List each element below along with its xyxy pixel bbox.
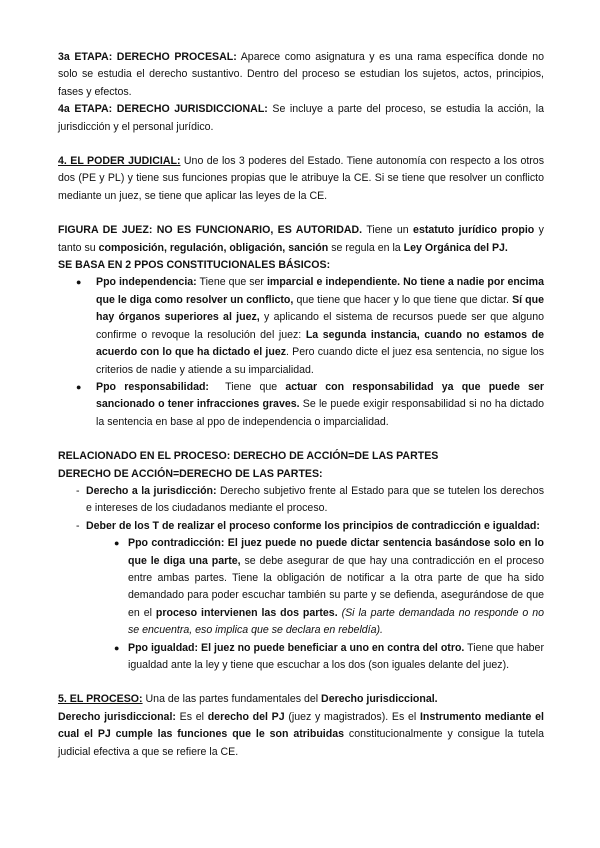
accion-heading-1 xyxy=(58,448,544,465)
dash-item-deber xyxy=(58,518,544,535)
proceso-text: (juez y magistrados). Es el xyxy=(288,710,417,723)
bullet-text: Tiene que ser xyxy=(199,276,264,289)
bullet-bold: actuar con responsabilidad ya que puede ser sancionado o tener infracciones graves. xyxy=(96,380,545,411)
bullet-text: . Pero cuando dicte el juez esa sentencia, no sigue los criterios de nadie y atiende a su imparcialidad. xyxy=(96,346,544,376)
ppos-subheading: SE BASA EN 2 PPOS CONSTITUCIONALES BÁSICOS: xyxy=(58,259,331,272)
bullet-text: Se le puede exigir responsabilidad si no ha dictado la sentencia en base al ppo de independencia o imparcialidad. xyxy=(96,398,544,428)
figura-juez-bold: estatuto jurídico propio xyxy=(413,224,535,237)
bullet-dot-icon: ● xyxy=(76,381,82,392)
proceso-text: Es el xyxy=(179,710,204,723)
bullet-dot-icon: ● xyxy=(76,277,82,288)
bullet-bold: Sí que hay órganos superiores al juez, xyxy=(96,293,544,324)
figura-juez-bold: Ley Orgánica del PJ. xyxy=(403,241,508,254)
proceso-bold: derecho del PJ xyxy=(207,710,285,723)
figura-juez-text: Tiene un xyxy=(366,224,409,237)
proceso-bold: Derecho jurisdiccional. xyxy=(321,693,438,706)
bullet-text: Tiene que xyxy=(225,380,278,393)
paragraph-derecho-jurisdiccional xyxy=(58,709,544,761)
bullet-italic: (Si la parte demandada no responde o no se encuentra, eso implica que se declara en rebeldía). xyxy=(128,606,544,637)
dash-item-jurisdiccion xyxy=(58,483,544,518)
figura-juez-text: se regula en la xyxy=(331,241,401,254)
bullet-ppo-igualdad xyxy=(58,640,544,675)
proceso-bold: Instrumento mediante el cual el PJ cumple las funciones que le son atribuidas xyxy=(58,710,544,741)
ppo-responsabilidad-label: Ppo responsabilidad: xyxy=(96,380,209,393)
bullet-bold: El juez puede no puede dictar sentencia basándose solo en lo que le diga una parte, xyxy=(128,537,544,567)
bullet-ppo-responsabilidad xyxy=(58,379,544,431)
derecho-jurisdiccional-label: Derecho jurisdiccional: xyxy=(58,710,176,723)
proceso-text: Una de las partes fundamentales del xyxy=(145,693,319,706)
etapa-4-text: Se incluye a parte del proceso, se estudia la acción, la jurisdicción y el personal jurídico. xyxy=(58,103,544,133)
subheading-ppos xyxy=(58,257,544,274)
bullet-ppo-independencia xyxy=(58,274,544,378)
bullet-bold: El juez no puede beneficiar a uno en contra del otro. xyxy=(201,641,465,654)
figura-juez-text: y tanto su xyxy=(58,224,544,254)
bullet-text: que tiene que hacer y lo que tiene que dictar. xyxy=(296,293,509,306)
paragraph-figura-juez xyxy=(58,222,544,257)
bullet-ppo-contradiccion xyxy=(58,535,544,639)
ppo-contradiccion-label: Ppo contradicción: xyxy=(128,537,225,550)
ppo-independencia-label: Ppo independencia: xyxy=(96,276,197,289)
accion-heading-1-text: RELACIONADO EN EL PROCESO: DERECHO DE ACCIÓN=DE LAS PARTES xyxy=(58,450,439,463)
bullet-dot-icon: ● xyxy=(114,642,120,653)
document-body xyxy=(58,49,544,761)
bullet-text: Tiene que haber igualdad ante la ley y tiene que escuchar a los dos (son iguales delante del juez). xyxy=(128,641,544,671)
figura-juez-bold: composición, regulación, obligación, sanción xyxy=(98,241,329,254)
bullet-bold: imparcial e independiente. xyxy=(266,276,401,289)
paragraph-etapa-4 xyxy=(58,101,544,136)
deber-text: Deber de los T de realizar el proceso conforme los principios de contradicción e igualdad: xyxy=(86,519,540,532)
etapa-4-heading: 4a ETAPA: DERECHO JURISDICCIONAL: xyxy=(58,103,268,116)
etapa-3-heading: 3a ETAPA: DERECHO PROCESAL: xyxy=(58,51,237,63)
jurisdiccion-label: Derecho a la jurisdicción: xyxy=(86,484,217,497)
paragraph-proceso xyxy=(58,691,544,708)
accion-heading-2-text: DERECHO DE ACCIÓN=DERECHO DE LAS PARTES: xyxy=(58,467,323,480)
ppo-igualdad-label: Ppo igualdad: xyxy=(128,641,199,654)
accion-heading-2 xyxy=(58,466,544,483)
dash-icon: - xyxy=(76,519,80,532)
bullet-bold: proceso intervienen las dos partes. xyxy=(155,606,338,619)
poder-judicial-text: Uno de los 3 poderes del Estado. Tiene autonomía con respecto a los otros dos (PE y PL) y tiene sus funciones propias que le atribuye la CE. Si se tiene que resolver un conflicto mediante un juez, se tiene que aplicar las leyes de la CE. xyxy=(58,155,544,202)
bullet-text: se debe asegurar de que hay una contradicción en el proceso entre ambas partes. Tiene la obligación de notificar a la otra parte de que ha sido demandado para poder escuchar también su parte y se defienda, asegurándose de que en el xyxy=(128,554,544,619)
etapa-3-text: Aparece como asignatura y es una rama específica donde no solo se estudia el derecho sustantivo. Dentro del proceso se estudian los sujetos, actos, principios, fases y efectos. xyxy=(58,51,544,98)
jurisdiccion-text: Derecho subjetivo frente al Estado para que se tutelen los derechos e intereses de los ciudadanos mediante el proceso. xyxy=(86,484,544,515)
bullet-bold: No tiene a nadie por encima que le diga como resolver un conflicto, xyxy=(96,276,544,306)
bullet-text: y aplicando el sistema de recursos puede ser que alguno confirme o revoque la resolución del juez: xyxy=(96,311,544,341)
bullet-bold: La segunda instancia, cuando no estamos de acuerdo con lo que ha dictado el juez xyxy=(96,328,544,359)
figura-juez-heading: FIGURA DE JUEZ: NO ES FUNCIONARIO, ES AUTORIDAD. xyxy=(58,224,363,237)
poder-judicial-heading: 4. EL PODER JUDICIAL: xyxy=(58,155,181,168)
proceso-text: constitucionalmente y consigue la tutela judicial efectiva a que se refiere la CE. xyxy=(58,728,544,758)
dash-icon: - xyxy=(76,484,80,497)
bullet-dot-icon: ● xyxy=(114,538,120,549)
paragraph-poder-judicial xyxy=(58,153,544,205)
paragraph-etapa-3 xyxy=(58,49,544,101)
proceso-heading: 5. EL PROCESO: xyxy=(58,693,143,706)
